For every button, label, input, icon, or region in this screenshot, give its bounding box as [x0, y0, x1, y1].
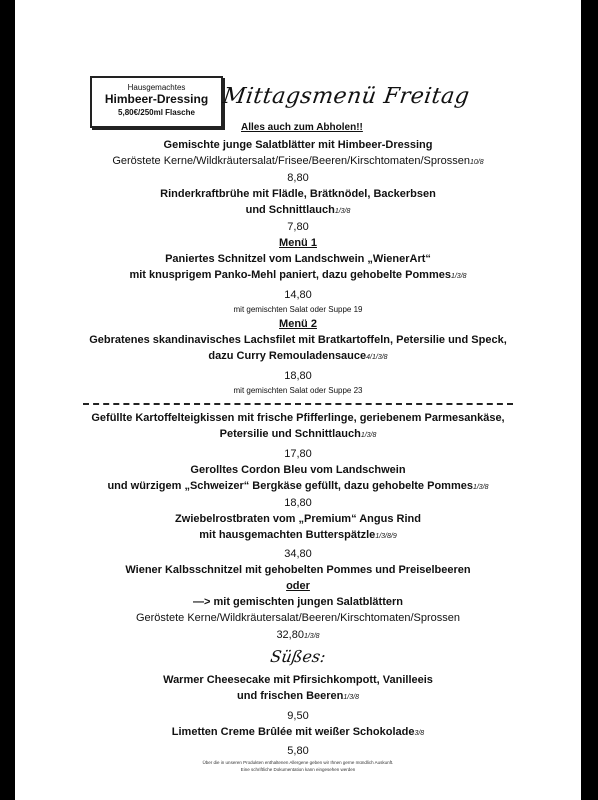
item-note: mit gemischten Salat oder Suppe 23	[233, 386, 363, 395]
page-title: Mittagsmenü Freitag	[221, 84, 472, 109]
pickup-note: Alles auch zum Abholen!!	[241, 122, 363, 133]
item-price: 5,80	[287, 745, 309, 757]
menu-list	[15, 137, 581, 773]
dashed-divider	[83, 403, 513, 405]
allergen-codes: 1/3/8	[343, 694, 359, 701]
item-name-cont: und Schnittlauch	[245, 204, 335, 216]
menu-page	[15, 0, 581, 800]
menu-item	[15, 316, 581, 397]
item-or: oder	[286, 580, 310, 592]
allergen-codes: 1/3/8	[450, 273, 467, 280]
item-price: 34,80	[284, 548, 312, 560]
dressing-badge	[90, 76, 223, 128]
allergen-codes: 3/8	[414, 730, 425, 737]
menu-item	[15, 724, 581, 759]
item-name: Gemischte junge Salatblätter mit Himbeer-Dressing	[163, 139, 433, 151]
item-name-cont: —> mit gemischten jungen Salatblättern	[193, 596, 403, 608]
item-name-cont: dazu Curry Remouladensauce	[208, 350, 367, 362]
menu-item	[15, 511, 581, 562]
badge-line-3: 5,80€/250ml Flasche	[118, 107, 195, 117]
item-note: mit gemischten Salat oder Suppe 19	[233, 305, 363, 314]
sweets-heading: Süßes:	[269, 647, 327, 666]
menu-item	[15, 235, 581, 316]
menu-item	[15, 186, 581, 235]
item-name: Gebratenes skandinavisches Lachsfilet mit Bratkartoffeln, Petersilie und Speck,	[89, 334, 507, 346]
item-name-cont: und würzigem „Schweizer“ Bergkäse gefüllt, dazu gehobelte Pommes	[107, 480, 473, 492]
allergen-codes: 1/3/8	[334, 208, 351, 215]
item-name: Zwiebelrostbraten vom „Premium“ Angus Rind	[175, 513, 421, 525]
item-name: Warmer Cheesecake mit Pfirsichkompott, Vanilleeis	[163, 674, 433, 686]
item-description: Geröstete Kerne/Wildkräutersalat/Frisee/Beeren/Kirschtomaten/Sprossen	[112, 155, 471, 167]
item-price: 9,50	[287, 710, 309, 722]
menu-item	[15, 562, 581, 644]
item-name: Limetten Creme Brûlée mit weißer Schokolade	[171, 726, 415, 738]
menu-item	[15, 137, 581, 186]
item-name-cont: und frischen Beeren	[237, 690, 344, 702]
item-price: 17,80	[284, 448, 312, 460]
allergen-codes: 1/3/8/9	[375, 533, 397, 540]
item-name: Wiener Kalbsschnitzel mit gehobelten Pommes und Preiselbeeren	[125, 564, 471, 576]
badge-line-1: Hausgemachtes	[127, 83, 186, 92]
item-price: 14,80	[284, 289, 312, 301]
item-name: Gefüllte Kartoffelteigkissen mit frische Pfifferlinge, geriebenem Parmesankäse,	[91, 412, 505, 424]
badge-line-2: Himbeer-Dressing	[104, 92, 209, 107]
item-name: Rinderkraftbrühe mit Flädle, Brätknödel, Backerbsen	[160, 188, 436, 200]
item-price: 18,80	[284, 497, 312, 509]
item-name-cont: mit hausgemachten Butterspätzle	[199, 529, 376, 541]
allergen-codes: 10/8	[470, 159, 484, 166]
item-description: Geröstete Kerne/Wildkräutersalat/Beeren/Kirschtomaten/Sprossen	[135, 612, 461, 624]
item-price: 18,80	[284, 370, 312, 382]
item-price: 8,80	[287, 172, 309, 184]
menu-heading: Menü 2	[279, 318, 317, 330]
allergen-footnote: Über die in unseren Produkten enthaltenen Allergene geben wir Ihnen gerne mündlich Auskunft.	[202, 760, 394, 765]
allergen-codes: 1/3/8	[360, 432, 377, 439]
menu-heading: Menü 1	[279, 237, 317, 249]
item-name-cont: mit knusprigem Panko-Mehl paniert, dazu gehobelte Pommes	[129, 269, 451, 281]
menu-item	[15, 672, 581, 724]
menu-item	[15, 410, 581, 462]
menu-item	[15, 462, 581, 511]
item-price: 32,80	[276, 629, 304, 641]
item-name: Paniertes Schnitzel vom Landschwein „WienerArt“	[165, 253, 431, 265]
item-name-cont: Petersilie und Schnittlauch	[219, 428, 361, 440]
item-price: 7,80	[287, 221, 309, 233]
allergen-footnote-2: Eine schriftliche Dokumentation kann eingesehen werden	[240, 767, 356, 772]
allergen-codes: 4/1/3/8	[366, 354, 388, 361]
item-name: Gerolltes Cordon Bleu vom Landschwein	[190, 464, 406, 476]
allergen-codes: 1/3/8	[303, 633, 320, 640]
allergen-codes: 1/3/8	[472, 484, 489, 491]
